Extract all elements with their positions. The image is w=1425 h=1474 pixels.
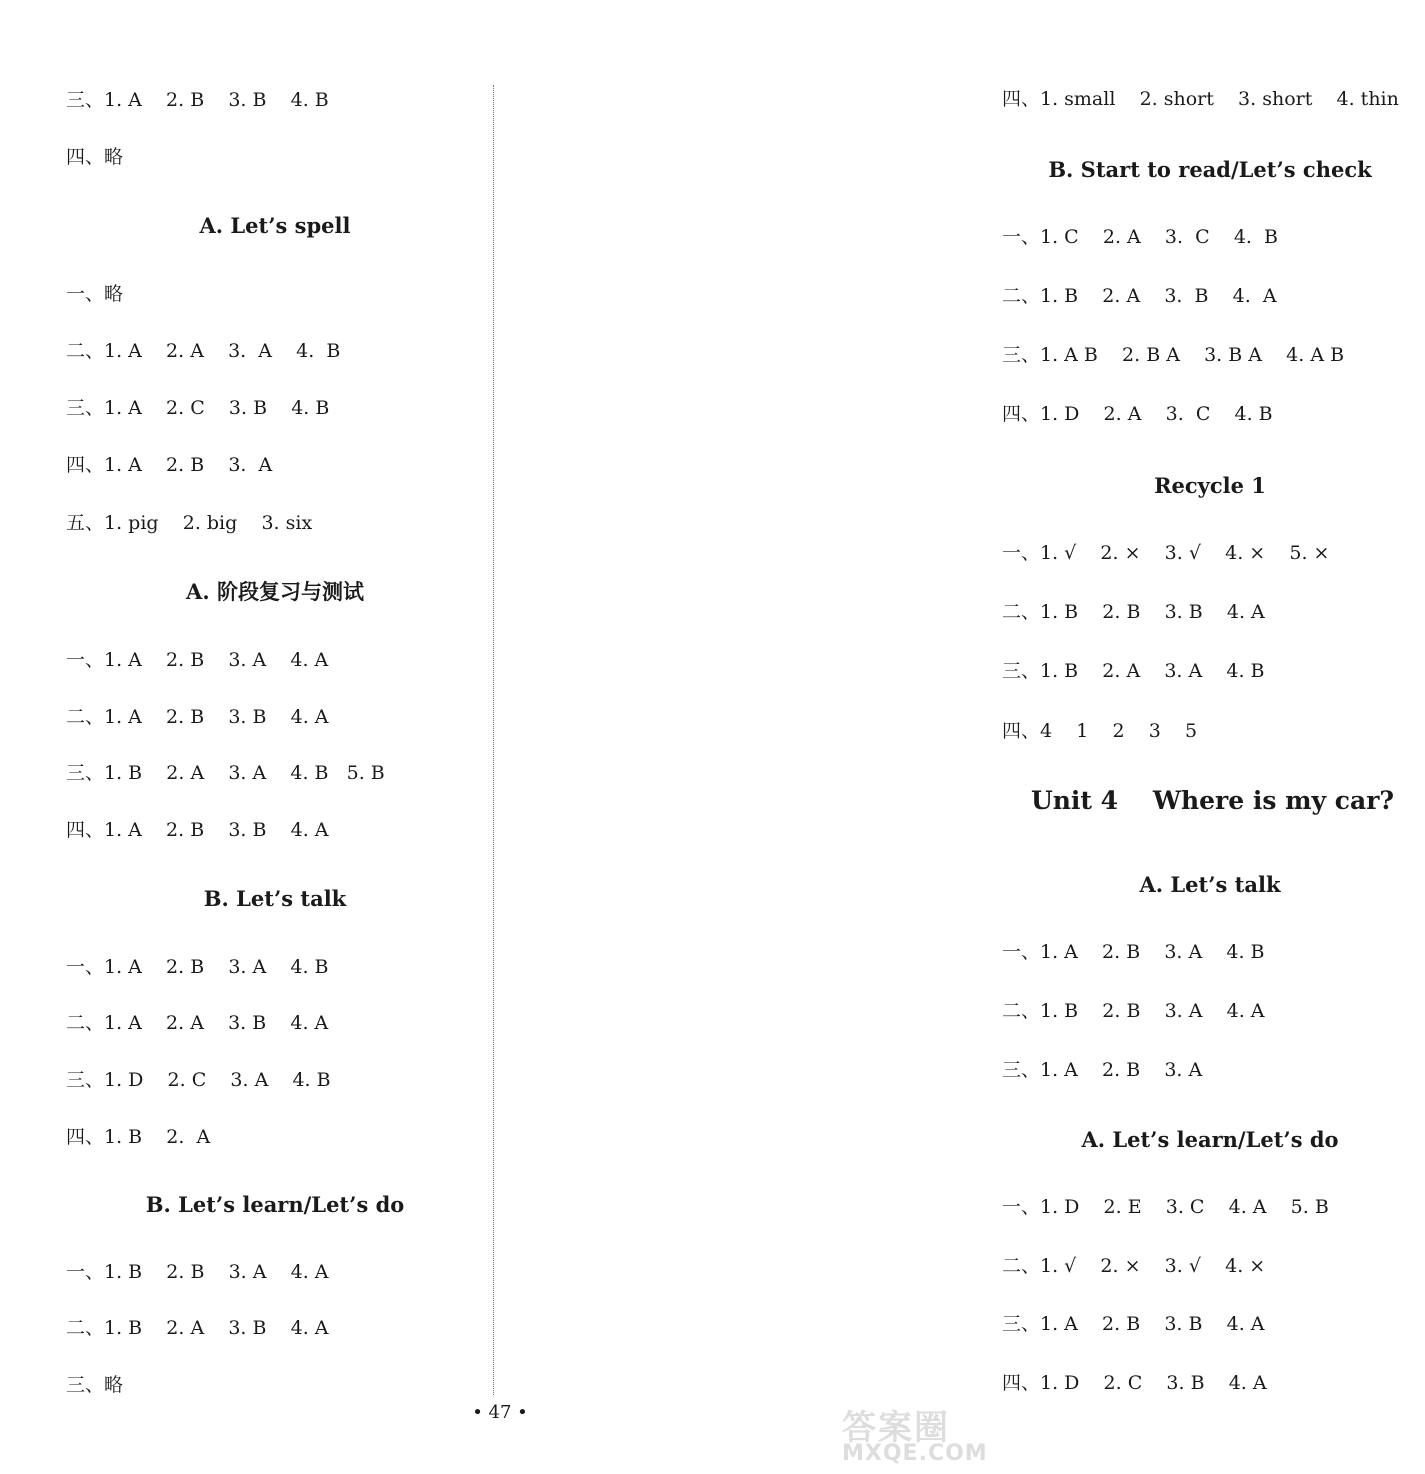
section-heading: B. Start to read/Let’s check <box>1048 157 1372 182</box>
answer-line: 二、1. A 2. B 3. B 4. A <box>66 706 329 728</box>
answer-line: 二、1. B 2. A 3. B 4. A <box>1002 285 1277 307</box>
answer-line: 四、1. A 2. B 3. A <box>66 454 273 476</box>
answer-line: 四、1. D 2. A 3. C 4. B <box>1002 403 1273 425</box>
answer-line: 三、1. A B 2. B A 3. B A 4. A B <box>1002 344 1345 366</box>
answer-line: 三、略 <box>66 1374 124 1396</box>
answer-line: 一、略 <box>66 283 124 305</box>
answer-line: 四、1. D 2. C 3. B 4. A <box>1002 1372 1267 1394</box>
answer-line: 四、1. small 2. short 3. short 4. thin <box>1002 88 1399 110</box>
answer-line: 二、1. A 2. A 3. A 4. B <box>66 340 341 362</box>
answer-line: 三、1. B 2. A 3. A 4. B <box>1002 660 1265 682</box>
watermark-glyphs: 答案圈 <box>842 1408 950 1448</box>
answer-line: 二、1. A 2. A 3. B 4. A <box>66 1012 329 1034</box>
answer-line: 一、1. A 2. B 3. A 4. B <box>66 956 329 978</box>
answer-line: 二、1. √ 2. × 3. √ 4. × <box>1002 1255 1266 1277</box>
section-heading: B. Let’s learn/Let’s do <box>145 1192 405 1217</box>
section-heading: A. Let’s spell <box>199 213 351 238</box>
unit-title: Unit 4 Where is my car? <box>1030 786 1395 815</box>
answer-line: 一、1. D 2. E 3. C 4. A 5. B <box>1002 1196 1329 1218</box>
answer-line: 一、1. C 2. A 3. C 4. B <box>1002 226 1278 248</box>
answer-line: 三、1. D 2. C 3. A 4. B <box>66 1069 331 1091</box>
answer-line: 四、1. A 2. B 3. B 4. A <box>66 819 329 841</box>
answer-line: 三、1. A 2. C 3. B 4. B <box>66 397 330 419</box>
section-heading: A. Let’s learn/Let’s do <box>1081 1127 1339 1152</box>
answer-line: 四、4 1 2 3 5 <box>1002 720 1198 742</box>
answer-line: 四、1. B 2. A <box>66 1126 211 1148</box>
answer-line: 二、1. B 2. A 3. B 4. A <box>66 1317 329 1339</box>
answer-line: 三、1. A 2. B 3. B 4. B <box>66 89 329 111</box>
answer-line: 二、1. B 2. B 3. A 4. A <box>1002 1000 1265 1022</box>
answer-line: 三、1. A 2. B 3. B 4. A <box>1002 1313 1265 1335</box>
answer-line: 一、1. √ 2. × 3. √ 4. × 5. × <box>1002 542 1330 564</box>
section-heading: B. Let’s talk <box>203 886 347 911</box>
answer-line: 三、1. A 2. B 3. A <box>1002 1059 1203 1081</box>
page-number: • 47 • <box>472 1402 528 1423</box>
section-heading: Recycle 1 <box>1154 473 1266 498</box>
answer-line: 一、1. A 2. B 3. A 4. B <box>1002 941 1265 963</box>
watermark-logo <box>838 1400 988 1466</box>
answer-line: 一、1. B 2. B 3. A 4. A <box>66 1261 329 1283</box>
answer-line: 四、略 <box>66 146 124 168</box>
answer-line: 二、1. B 2. B 3. B 4. A <box>1002 601 1265 623</box>
answer-line: 三、1. B 2. A 3. A 4. B 5. B <box>66 762 385 784</box>
column-divider <box>493 85 494 1395</box>
section-heading: A. 阶段复习与测试 <box>186 579 364 604</box>
watermark-text: MXQE.COM <box>842 1441 988 1466</box>
answer-line: 五、1. pig 2. big 3. six <box>66 512 313 534</box>
answer-line: 一、1. A 2. B 3. A 4. A <box>66 649 329 671</box>
section-heading: A. Let’s talk <box>1139 872 1281 897</box>
